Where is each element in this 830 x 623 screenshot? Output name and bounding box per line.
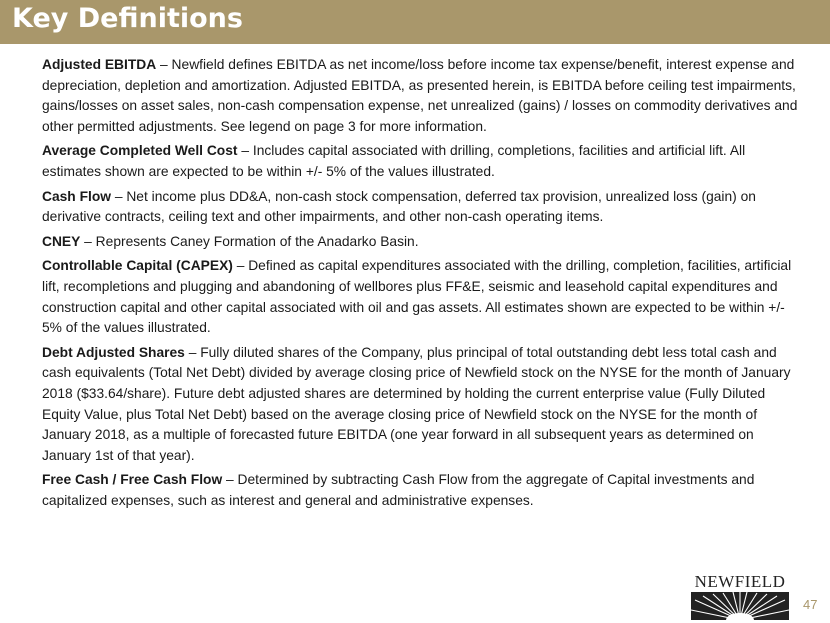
definition-item bbox=[42, 232, 802, 253]
title-bar bbox=[0, 0, 830, 44]
definition-term: Adjusted EBITDA bbox=[42, 57, 157, 72]
definition-term: Debt Adjusted Shares bbox=[42, 344, 185, 360]
definition-item bbox=[42, 55, 802, 137]
definition-term: Cash Flow bbox=[42, 188, 111, 204]
newfield-logo bbox=[688, 572, 792, 620]
page-number: 47 bbox=[803, 597, 818, 612]
definition-term: Free Cash / Free Cash Flow bbox=[42, 472, 223, 488]
definition-text: – Fully diluted shares of the Company, plus principal of total outstanding debt less total cash and cash equivalents (Total Net Debt) divided by average closing price of Newfield stock on the NYSE for the month of January 2018 ($33.64/share). Future debt adjusted shares are determined by holding the current enterprise value (Fully Diluted Equity Value, plus Total Net Debt) based on the average closing price of Newfield stock on the NYSE for the month of January 2018, as a multiple of forecasted future EBITDA (one year forward in all subsequent years as determined on January 1st of that year). bbox=[42, 344, 791, 463]
page-title: Key Definitions bbox=[12, 3, 243, 34]
definition-text: – Net income plus DD&A, non-cash stock compensation, deferred tax provision, unrealized loss (gain) on derivative contracts, ceiling text and other impairments, and other non-cash operating items. bbox=[42, 188, 756, 225]
logo-text: NEWFIELD bbox=[694, 572, 786, 591]
definition-item bbox=[42, 141, 802, 182]
definition-item bbox=[42, 187, 802, 228]
definitions-list bbox=[42, 55, 802, 515]
sunburst-icon bbox=[691, 592, 789, 620]
definition-item bbox=[42, 470, 802, 511]
definition-term: Controllable Capital (CAPEX) bbox=[42, 258, 233, 274]
definition-text: – Newfield defines EBITDA as net income/loss before income tax expense/benefit, interest expense and depreciation, depletion and amortization. Adjusted EBITDA, as presented herein, is EBITDA before ceiling test impairments, gains/losses on asset sales, non-cash compensation expense, net unrealized (gains) / losses on commodity derivatives and other permitted adjustments. See legend on page 3 for more information. bbox=[42, 57, 798, 134]
definition-term: CNEY bbox=[42, 233, 81, 249]
definition-text: – Includes capital associated with drilling, completions, facilities and artificial lift. All estimates shown are expected to be within +/- 5% of the values illustrated. bbox=[42, 143, 746, 179]
definition-text: – Determined by subtracting Cash Flow from the aggregate of Capital investments and capitalized expenses, such as interest and general and administrative expenses. bbox=[42, 472, 755, 508]
definition-item bbox=[42, 343, 802, 467]
definition-text: – Defined as capital expenditures associated with the drilling, completion, facilities, artificial lift, recompletions and plugging and abandoning of wellbores plus FF&E, seismic and leasehold capital expenditures and construction capital and other capital associated with oil and gas assets. All estimates shown are expected to be within +/- 5% of the values illustrated. bbox=[42, 258, 792, 336]
definition-text: – Represents Caney Formation of the Anadarko Basin. bbox=[80, 233, 419, 249]
definition-term: Average Completed Well Cost bbox=[42, 143, 238, 159]
definition-item bbox=[42, 256, 802, 338]
